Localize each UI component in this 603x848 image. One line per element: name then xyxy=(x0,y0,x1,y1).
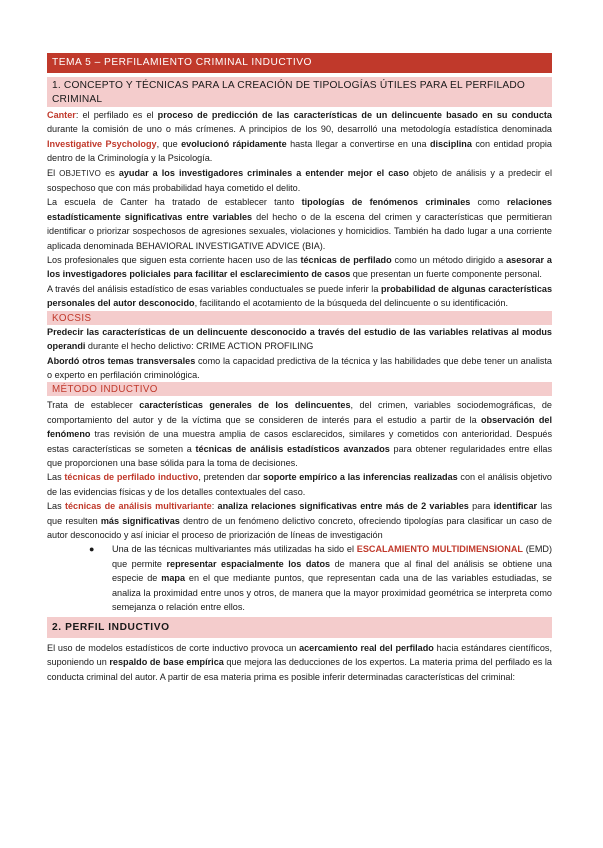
kocsis-paragraph-1: Predecir las características de un delincuente desconocido a través del estudio de las variables relativas al modus operandi durante el hecho delictivo: CRIME ACTION PROFILING xyxy=(47,326,552,352)
metodo-paragraph-3: Las técnicas de análisis multivariante: analiza relaciones significativas entre más de 2 variables para identificar las que resulten más significativas dentro de un fenómeno delictivo concreto, ofreciendo tipologías para clasificar un caso de autor desconocido y así iniciar el proceso de priorización de líneas de investigación xyxy=(47,501,552,540)
metodo-paragraph-1: Trata de establecer características generales de los delincuentes, del crimen, variables sociodemográficas, de comportamiento del autor y de la víctima que se consideren de interés para el estudio a partir de la observación del fenómeno tras revisión de una muestra amplia de casos esclarecidos, similares y cometidos con anterioridad. Después estas características se someten a técnicas de análisis estadísticos avanzados para obtener regularidades entre ellas que proporcionen una base sólida para la toma de decisiones. xyxy=(47,400,553,468)
metodo-paragraph-2: Las técnicas de perfilado inductivo, pretenden dar soporte empírico a las inferencias realizadas con el análisis objetivo de las evidencias físicas y de los detalles contextuales del caso. xyxy=(47,472,552,497)
bullet-icon: ● xyxy=(89,544,95,555)
profesionales-paragraph: Los profesionales que siguen esta corriente hacen uso de las técnicas de perfilado como un método dirigido a asesorar a los investigadores policiales para facilitar el esclarecimiento de casos que presentan un fuerte componente personal. xyxy=(47,255,552,280)
document-content xyxy=(47,53,552,684)
section-1-heading: 1. CONCEPTO Y TÉCNICAS PARA LA CREACIÓN DE TIPOLOGÍAS ÚTILES PARA EL PERFILADO CRIMINAL xyxy=(47,77,552,107)
emd-bullet-text: Una de las técnicas multivariantes más utilizadas ha sido el ESCALAMIENTO MULTIDIMENSIONAL (EMD) que permite representar espacialmente los datos de manera que al final del análisis se obtiene una especie de mapa en el que mediante puntos, que representan cada una de las variables estudiadas, se analiza la proximidad entre unos y otros, de manera que la mayor proximidad geométrica se interpreta como semejanza o relación entre ellos. xyxy=(112,544,552,612)
metodo-inductivo-heading: MÉTODO INDUCTIVO xyxy=(47,382,552,396)
escuela-canter-paragraph: La escuela de Canter ha tratado de establecer tanto tipologías de fenómenos criminales como relaciones estadísticamente significativas entre variables del hecho o de la escena del crimen y características que permitieran identificar o priorizar sospechosos de agresiones sexuales, violaciones y homicidios. También ha dado lugar a una corriente aplicada denominada BEHAVIORAL INVESTIGATIVE ADVICE (BIA). xyxy=(47,197,552,251)
analisis-estadistico-paragraph: A través del análisis estadístico de esas variables conductuales se puede inferir la probabilidad de algunas características personales del autor desconocido, facilitando el acotamiento de la búsqueda del delincuente o su identificación. xyxy=(47,283,553,309)
section-2-heading: 2. PERFIL INDUCTIVO xyxy=(47,617,552,638)
canter-paragraph: Canter: el perfilado es el proceso de predicción de las características de un delincuente basado en su conducta durante la comisión de uno o más crímenes. A principios de los 90, desarrolló una metodología estadística denominada Investigative Psychology, que evolucionó rápidamente hasta llegar a convertirse en una disciplina con entidad propia dentro de la Criminología y la Psicología. xyxy=(47,110,552,164)
kocsis-paragraph-2: Abordó otros temas transversales como la capacidad predictiva de la técnica y las habilidades que debe tener un analista o experto en perfilación criminológica. xyxy=(47,355,552,380)
objetivo-paragraph: El OBJETIVO es ayudar a los investigadores criminales a entender mejor el caso objeto de análisis y a predecir el sospechoso que con más probabilidad haya cometido el delito. xyxy=(47,167,552,194)
kocsis-heading: KOCSIS xyxy=(47,311,552,325)
emd-bullet-item xyxy=(89,542,552,614)
perfil-inductivo-paragraph: El uso de modelos estadísticos de corte inductivo provoca un acercamiento real del perfilado hacia estándares científicos, suponiendo un respaldo de base empírica que mejora las deducciones de los expertos. La materia prima del perfilado es la conducta criminal del autor. A partir de esa materia prima es posible inferir determinadas características del criminal: xyxy=(47,642,552,682)
chapter-title: TEMA 5 – PERFILAMIENTO CRIMINAL INDUCTIVO xyxy=(47,53,552,73)
